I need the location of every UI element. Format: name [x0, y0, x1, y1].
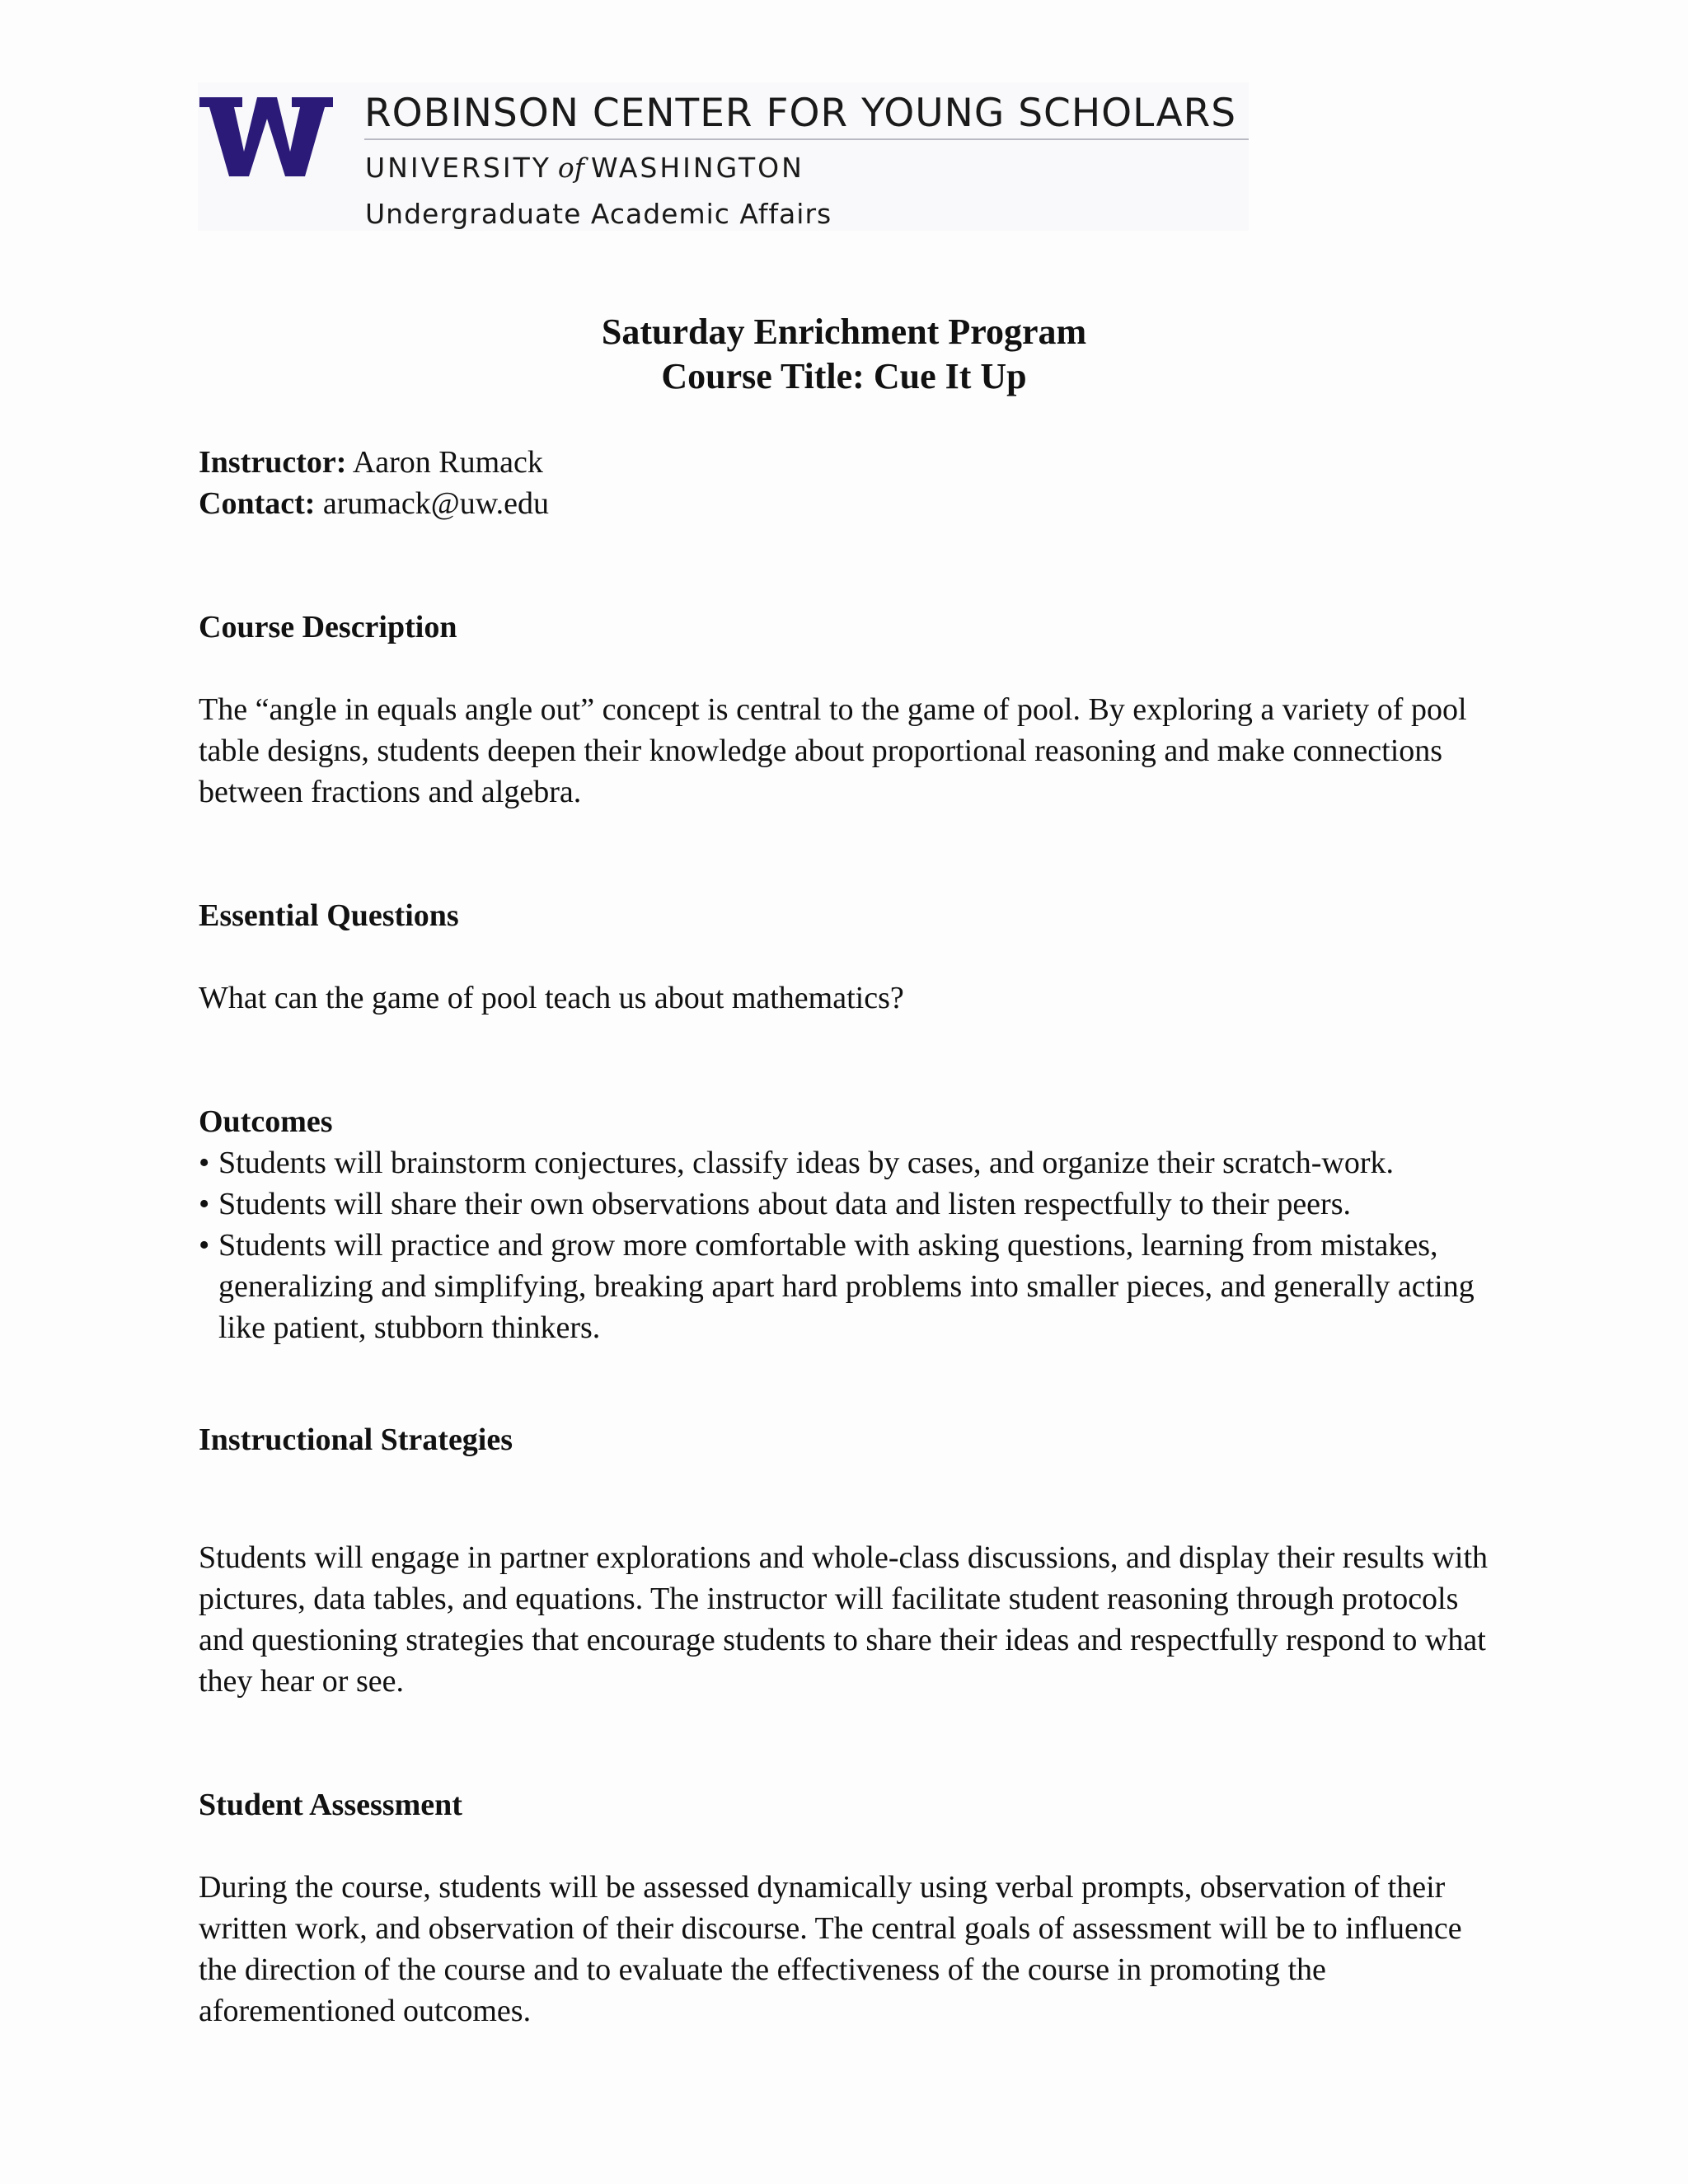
essential-questions-text: What can the game of pool teach us about mathematics?	[199, 981, 904, 1015]
list-item: • Students will practice and grow more comfortable with asking questions, learning from mistakes, generalizing and simplifying, breaking apart hard problems into smaller pieces, and generally acting like patient, stubborn thinkers.	[199, 1225, 1501, 1348]
uw-w-logo-icon	[199, 97, 333, 176]
outcomes-list	[199, 1142, 1501, 1348]
program-title: Saturday Enrichment Program	[601, 312, 1087, 352]
list-item: • Students will share their own observations about data and listen respectfully to their peers.	[199, 1183, 1501, 1225]
instructor-line: Instructor: Aaron Rumack	[199, 445, 543, 480]
header-divider	[364, 138, 1249, 140]
instructional-strategies-text: Students will engage in partner explorations and whole-class discussions, and display their results with pictures, data tables, and equations. The instructor will facilitate student reasoning through protocols and questioning strategies that encourage students to share their ideas and respectfully respond to what they hear or see.	[199, 1540, 1489, 1699]
student-assessment-heading: Student Assessment	[199, 1788, 462, 1822]
page-title	[0, 310, 1688, 399]
department-name: Undergraduate Academic Affairs	[365, 198, 832, 230]
letterhead	[198, 82, 1249, 231]
contact-line: Contact: arumack@uw.edu	[199, 486, 550, 521]
instructor-name: Aaron Rumack	[352, 445, 543, 480]
document-body	[199, 442, 1501, 2032]
course-description-heading: Course Description	[199, 610, 457, 644]
center-name: ROBINSON CENTER FOR YOUNG SCHOLARS	[364, 91, 1237, 136]
list-item: • Students will brainstorm conjectures, classify ideas by cases, and organize their scratch-work.	[199, 1142, 1501, 1183]
course-description-text: The “angle in equals angle out” concept is central to the game of pool. By exploring a variety of pool table designs, students deepen their knowledge about proportional reasoning and make connections between fractions and algebra.	[199, 692, 1467, 809]
instructional-strategies-heading: Instructional Strategies	[199, 1422, 513, 1457]
essential-questions-heading: Essential Questions	[199, 898, 459, 933]
student-assessment-text: During the course, students will be assessed dynamically using verbal prompts, observation of their written work, and observation of their discourse. The central goals of assessment will be to influence the direction of the course and to evaluate the effectiveness of the course in promoting the aforementioned outcomes.	[199, 1870, 1462, 2028]
university-name: UNIVERSITY of WASHINGTON	[365, 152, 804, 184]
outcomes-heading: Outcomes	[199, 1104, 333, 1139]
course-title: Course Title: Cue It Up	[661, 356, 1027, 396]
contact-email: arumack@uw.edu	[322, 486, 550, 521]
